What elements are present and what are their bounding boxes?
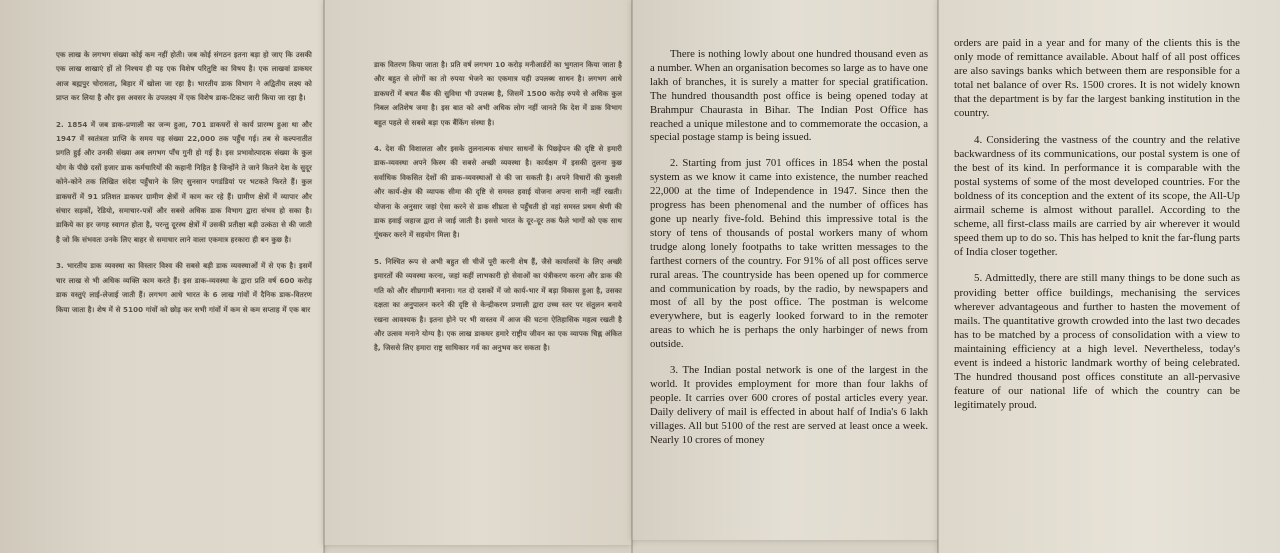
hindi-paragraph-4: डाक वितरण किया जाता है। प्रति वर्ष लगभग 10 करोड़ मनीआर्डरों का भुगतान किया जाता है और बहुत से लोगों का तो रुपया भेजने का एकमात्र यही उपलब्ध साधन है। लगभग आधे डाकघरों में बचत बैंक की सुविधा भी उपलब्ध है, जिसमें 1500 करोड़ रुपये से अधिक कुल निबल अतिशेष जमा है। इस बात को अभी अधिक लोग नहीं जानते कि देश में डाक विभाग बहुत पहले से सबसे बड़ा एक बैंकिंग संस्था है। (374, 60, 622, 127)
hindi-paragraph-3: 3. भारतीय डाक व्यवस्था का विस्तार विश्व की सबसे बड़ी डाक व्यवस्थाओं में से एक है। इसमें चार लाख से भी अधिक व्यक्ति काम करते हैं। इस डाक-व्यवस्था के द्वारा प्रति वर्ष 600 करोड़ डाक वस्तुएं लाई-लेजाई जाती हैं। लगभग आधे भारत के 6 लाख गांवों में दैनिक डाक-वितरण किया जाता है। शेष में से 5100 गांवों को छोड़ कर सभी गांवों में कम से कम सप्ताह में एक बार (56, 261, 312, 314)
english-paragraph-5: 4. Considering the vastness of the country and the relative backwardness of its communications, our postal system is one of the best of its kind. In performance it is comparable with the postal systems of some of the most developed countries. For the boldness of its conception and the extent of its scope, the All-Up airmail scheme is almost without parallel. According to the scheme, all first-class mails are carried by air wherever it would speed them up to do so. This has helped to knit the far-flung parts of India closer together. (954, 133, 1240, 259)
fold-line-2 (631, 0, 633, 553)
panel-english-right (938, 0, 1280, 553)
panel-english-left (632, 0, 938, 540)
panel-hindi-right (324, 0, 632, 545)
hindi-paragraph-5: 4. देश की विशालता और इसके तुलनात्मक संचार साधनों के पिछड़ेपन की दृष्टि से हमारी डाक-व्यवस्था अपने किस्म की सबसे अच्छी व्यवस्था है। कार्यक्षम में इसकी तुलना कुछ सर्वाधिक विकसित देशों की डाक-व्यवस्थाओं से की जा सकती है। अपने विचारों की कुशली और कार्य-क्षेत्र की व्यापक सीमा की दृष्टि से समस्त हवाई योजना अपना सानी नहीं रखती। योजना के अनुसार जहां ऐसा करने से डाक शीघ्रता से पहुँचती हो वहां समस्त प्रथम श्रेणी की डाक हवाई जहाज द्वारा ले जाई जाती है। इससे भारत के दूर-दूर तक फैले भागों को एक साथ गूंथकर करने में सहयोग मिला है। (374, 144, 622, 240)
hindi-paragraph-6: 5. निश्चित रूप से अभी बहुत सी चीजें पूरी करनी शेष हैं, जैसे कार्यालयों के लिए अच्छी इमारतों की व्यवस्था करना, जहां कहीं लाभकारी हो सेवाओं का यंत्रीकरण करना और डाक की गति को और शीघ्रगामी बनाना। गत दो दशकों में जो कार्य-भार में बड़ा विकास हुआ है, उसका दक्षता का अनुपालन करने की दृष्टि से केन्द्रीकरण प्रणाली द्वारा उच्च स्तर पर संतुलन बनाये रखना आवश्यक है। इतना होने पर भी वास्तव में आज की घटना ऐतिहासिक महत्व रखती है और उत्सव मनाने योग्य है। एक लाख डाकघर हमारे राष्ट्रीय जीवन का एक व्यापक चिह्न अंकित है, जिससे लिए हमारा राष्ट्र साधिकार गर्व का अनुभव कर सकता है। (374, 256, 622, 353)
fold-line-1 (323, 0, 325, 553)
english-paragraph-6: 5. Admittedly, there are still many things to be done such as providing better office buildings, mechanising the services wherever advantageous and further to hasten the movement of mails. The quantitative growth crowded into the last two decades has to be matched by a process of consolidation with a view to maintaining efficiency at a high level. Nevertheless, today's event is indeed a historic landmark worthy of being celebrated. The hundred thousand post offices constitute an all-pervasive feature of our national life of which the country can be legitimately proud. (954, 272, 1240, 412)
english-paragraph-4: orders are paid in a year and for many of the clients this is the only mode of remittance available. About half of all post offices are also savings banks which between them are responsible for a total net balance of over Rs. 1500 crores. It is not widely known that the department is by far the largest banking institution in the country. (954, 37, 1240, 120)
english-paragraph-2: 2. Starting from just 701 offices in 1854 when the postal system as we know it came into existence, the number reached 22,000 at the time of Independence in 1947. Since then the progress has been phenomenal and the number of offices has gone up nearly five-fold. Behind this impressive total is the story of tens of thousands of postal workers many of whom trudge along lonely footpaths to take written messages to the farthest corners of the country. For 91% of all post offices serve rural areas. The countryside has been opened up for commerce and communication by roads, by the radio, by newspapers and most of all by the post office. The postman is welcome everywhere, but is eagerly looked forward to in the remoter areas to which he is perhaps the only harbinger of news from outside. (650, 157, 928, 351)
panel-hindi-left (0, 0, 324, 553)
english-paragraph-3: 3. The Indian postal network is one of the largest in the world. It provides employment for more than four lakhs of people. It carries over 600 crores of postal articles every year. Daily delivery of mail is effected in about half of India's 6 lakh villages. All but 5100 of the rest are served at least once a week. Nearly 10 crores of money (650, 364, 928, 446)
hindi-paragraph-1: एक लाख के लगभग संख्या कोई कम नहीं होती। जब कोई संगठन इतना बड़ा हो जाए कि उसकी एक लाख शाखाएं हों तो निश्चय ही यह एक विशेष परितुष्टि का विषय है। एक लाखवां डाकघर आज बह्मपुर चोरासता, बिहार में खोला जा रहा है। भारतीय डाक विभाग ने अद्वितीय लक्ष्य को प्राप्त कर लिया है और इस अवसर के उपलक्ष्य में एक विशेष डाक-टिकट जारी किया जा रहा है। (56, 50, 312, 103)
fold-line-3 (937, 0, 939, 553)
english-paragraph-1: There is nothing lowly about one hundred thousand even as a number. When an organisation becomes so large as to have one lakh of branches, it is surely a matter for special gratification. The hundred thousandth post office is being opened today at Brahmpur Chaurasta in Bihar. The Indian Post Office has reached a unique milestone and to commemorate the occasion, a special postage stamp is being issued. (650, 48, 928, 144)
hindi-paragraph-2: 2. 1854 में जब डाक-प्रणाली का जन्म हुआ, 701 डाकघरों से कार्य प्रारम्भ हुआ था और 1947 में स्वतंत्रता प्राप्ति के समय यह संख्या 22,000 तक पहुँच गई। तब से कल्पनातीत प्रगति हुई और उनकी संख्या अब लगभग पाँच गुनी हो गई है। इस प्रभावोत्पादक संख्या के कुल योग के पीछे दसों हजार डाक कर्मचारियों की कहानी निहित है जिन्होंने ते जाने कितने देश के सुदूर कोने-कोने तक लिखित संदेश पहुँचाने के लिए सुनसान पगडंडियां पर भटकते फिरते हैं। कुल डाकघरों में 91 प्रतिशत डाकघर ग्रामीण क्षेत्रों में काम कर रहे हैं। ग्रामीण क्षेत्रों में व्यापार और संचार सड़कों, रेडियो, समाचार-पत्रों और सबसे अधिक डाक विभाग द्वारा संभव हो सका है। डाकिये का हर जगह स्वागत होता है, परन्तु दूरस्थ क्षेत्रों में उसकी प्रतीक्षा बड़ी उत्कंठा से की जाती है जो कि संभवतः उनके लिए बाहर से समाचार लाने वाला एकमात्र हरकारा ही बन कुछ है। (56, 119, 312, 244)
